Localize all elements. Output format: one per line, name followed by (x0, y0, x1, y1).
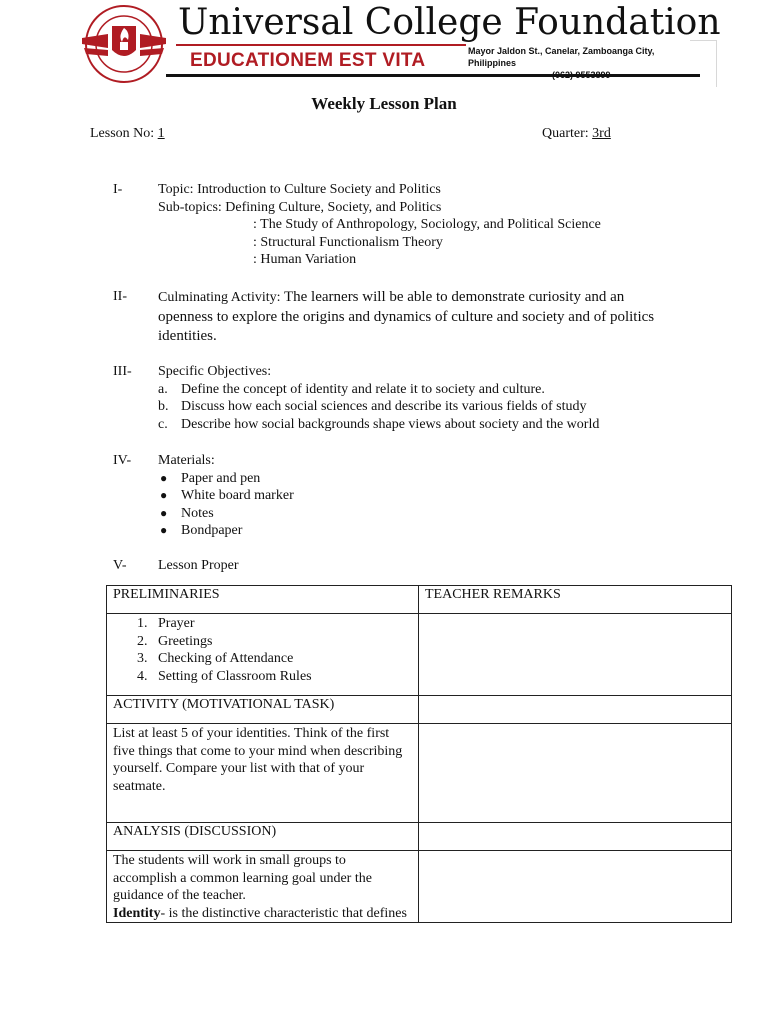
remarks-cell (419, 614, 732, 696)
table-row (107, 586, 732, 614)
bullet-icon: ● (160, 523, 168, 537)
section-number: I- (113, 182, 123, 197)
quarter (542, 126, 611, 142)
lesson-proper-label: Lesson Proper (158, 558, 239, 573)
preliminaries-header: PRELIMINARIES (107, 586, 419, 614)
material-item: ● White board marker (160, 488, 294, 503)
objective-item: b. Discuss how each social sciences and describe its various fields of study (158, 399, 587, 414)
material-item: ● Notes (160, 505, 214, 521)
lesson-no-label: Lesson No: (90, 126, 155, 141)
lesson-table (106, 585, 732, 923)
activity-header: ACTIVITY (MOTIVATIONAL TASK) (107, 696, 419, 724)
section-number: III- (113, 364, 132, 379)
header-rule (166, 74, 700, 77)
table-row (107, 823, 732, 851)
remarks-cell (419, 696, 732, 724)
culminating-label: Culminating Activity: (158, 290, 281, 305)
subtopic-item: : Structural Functionalism Theory (253, 234, 443, 250)
school-name: Universal College Foundation (178, 2, 721, 43)
preliminary-item: 2. Greetings (137, 633, 213, 649)
preliminary-item: 3. Checking of Attendance (137, 651, 294, 666)
table-row (107, 851, 732, 923)
section-number: II- (113, 289, 127, 304)
remarks-cell (419, 851, 732, 923)
table-row (107, 724, 732, 823)
quarter-value: 3rd (592, 126, 611, 141)
objective-item: a. Define the concept of identity and relate it to society and culture. (158, 381, 545, 397)
address-line: Mayor Jaldon St., Canelar, Zamboanga City, Philippines (468, 46, 655, 68)
topic-line: Topic: Introduction to Culture Society and Politics (158, 182, 441, 197)
table-row (107, 614, 732, 696)
remarks-cell (419, 724, 732, 823)
activity-cell (107, 724, 419, 823)
identity-term: Identity (113, 905, 161, 921)
materials-label: Materials: (158, 453, 215, 468)
objectives-label: Specific Objectives: (158, 364, 272, 379)
header-red-rule (176, 44, 466, 46)
material-item: ● Paper and pen (160, 470, 261, 486)
page-title: Weekly Lesson Plan (311, 94, 457, 113)
college-seal-icon (78, 4, 170, 84)
lesson-no-value: 1 (157, 126, 165, 141)
culminating-text: The learners will be able to demonstrate curiosity and an openness to explore the origins and dynamics of culture and society and of politics identities. (158, 289, 655, 344)
preliminaries-cell (107, 614, 419, 696)
bullet-icon: ● (160, 470, 168, 485)
header-frame (690, 40, 717, 87)
remarks-cell (419, 823, 732, 851)
quarter-label: Quarter: (542, 126, 589, 141)
subtopic-item: : The Study of Anthropology, Sociology, and Political Science (253, 217, 601, 232)
teacher-remarks-header: TEACHER REMARKS (419, 586, 732, 614)
material-item: ● Bondpaper (160, 523, 243, 538)
activity-text: List at least 5 of your identities. Think of the first five things that come to your mind when describing yourself. Compare your list with that of your seatmate. (113, 726, 403, 794)
objective-item: c. Describe how social backgrounds shape views about society and the world (158, 416, 600, 432)
identity-definition (113, 905, 412, 923)
subtopic-item: : Human Variation (253, 252, 357, 267)
table-row (107, 696, 732, 724)
section-number: V- (113, 558, 127, 573)
letterhead (0, 0, 768, 92)
analysis-cell (107, 851, 419, 923)
analysis-text: The students will work in small groups to accomplish a common learning goal under the guidance of the teacher. (113, 853, 372, 903)
lesson-number (90, 126, 165, 142)
subtopic-line: Sub-topics: Defining Culture, Society, and Politics (158, 199, 442, 215)
preliminary-item: 4. Setting of Classroom Rules (137, 668, 312, 684)
school-motto: EDUCATIONEM EST VITA (190, 50, 426, 71)
identity-text: - is the distinctive characteristic that defines (160, 905, 407, 921)
preliminary-item: 1. Prayer (137, 616, 195, 631)
section-number: IV- (113, 453, 132, 468)
bullet-icon: ● (160, 488, 168, 502)
analysis-header: ANALYSIS (DISCUSSION) (107, 823, 419, 851)
bullet-icon: ● (160, 505, 168, 520)
